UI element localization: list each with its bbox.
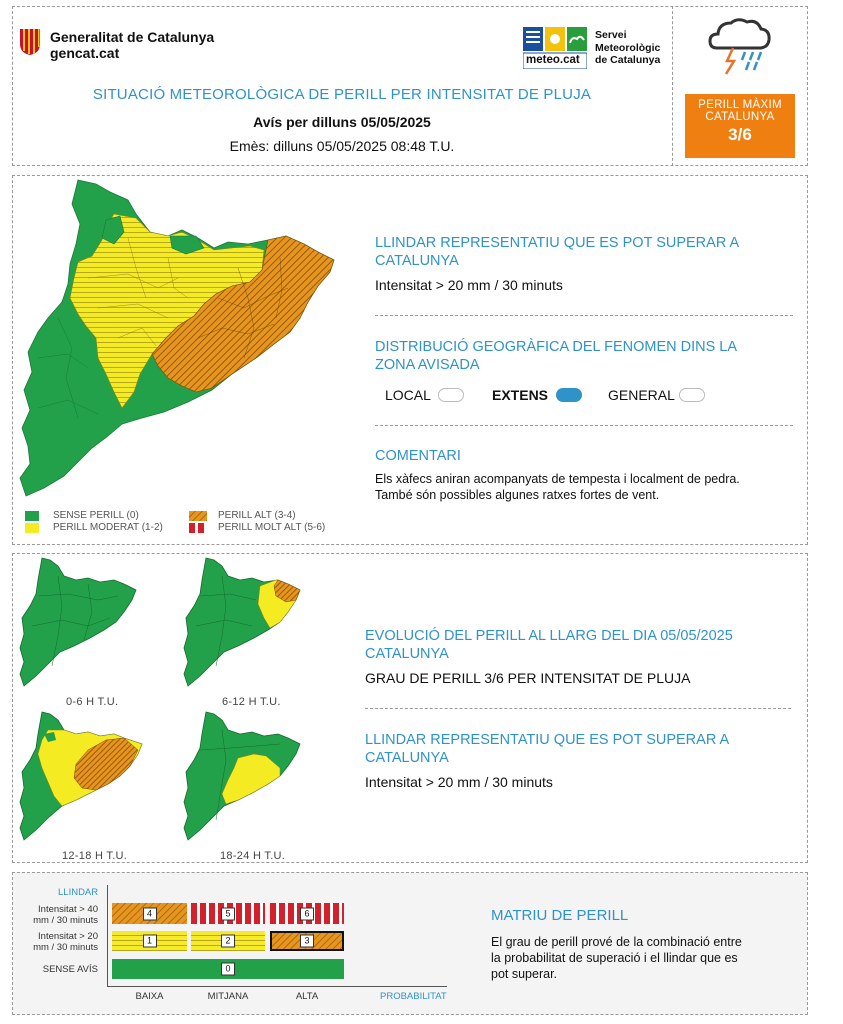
matrix-cell-1 [112,931,187,951]
map-label-12-18: 12-18 H T.U. [62,850,128,862]
legend-very-high-label: PERILL MOLT ALT (5-6) [218,522,326,533]
matrix-y-axis [107,885,108,987]
issued-text: Emès: dilluns 05/05/2025 08:48 T.U. [229,138,455,154]
matrix-cell-6-num: 6 [300,907,314,920]
matrix-col-high: ALTA [295,991,319,1002]
matrix-row-high-1: Intensitat > 40 [38,904,98,915]
map-label-0-6: 0-6 H T.U. [66,696,119,708]
dist-general-toggle[interactable] [679,388,705,402]
legend-none-swatch [25,511,39,521]
max-danger-label-2: CATALUNYA [705,111,775,123]
threshold-title: LLINDAR REPRESENTATIU QUE ES POT SUPERAR A CATALUNYA [375,235,739,269]
matrix-cell-2 [191,931,265,951]
map-0-6 [18,556,142,690]
evolution-threshold-title: LLINDAR REPRESENTATIU QUE ES POT SUPERAR A CATALUNYA [365,732,729,766]
evolution-value: GRAU DE PERILL 3/6 PER INTENSITAT DE PLUJA [365,670,691,686]
header-divider [672,6,673,166]
matrix-cell-4-num: 4 [143,907,157,920]
map-label-18-24: 18-24 H T.U. [220,850,286,862]
matrix-desc-2: la probabilitat de superació i el llindar que es [491,951,738,965]
legend-none-label: SENSE PERILL (0) [53,510,139,521]
comments-line-1: Els xàfecs aniran acompanyats de tempesta i localment de pedra. [375,472,740,486]
matrix-desc-3: pot superar. [491,967,558,981]
legend-moderate-label: PERILL MODERAT (1-2) [53,522,163,533]
map-12-18 [18,710,158,844]
max-danger-label-1: PERILL MÀXIM [698,99,782,111]
matrix-llindar-label: LLINDAR [58,887,99,898]
max-danger-badge [685,94,795,158]
map-label-6-12: 6-12 H T.U. [222,696,281,708]
matrix-col-low: BAIXA [135,991,164,1002]
comments-title: COMENTARI [375,448,461,464]
threshold-value: Intensitat > 20 mm / 30 minuts [375,277,563,293]
separator-3 [365,708,791,709]
matrix-cell-3-num: 3 [300,935,314,948]
matrix-desc-1: El grau de perill prové de la combinació entre [491,935,742,949]
matrix-probability-label: PROBABILITAT [380,991,447,1002]
matrix-row-high-2: mm / 30 minuts [33,915,98,926]
matrix-cell-3 [270,931,344,951]
matrix-col-mid: MITJANA [207,991,249,1002]
catalonia-danger-map [18,178,340,500]
legend-high-swatch [189,511,207,521]
page-subtitle: Avís per dilluns 05/05/2025 [253,114,431,130]
max-danger-value: 3/6 [728,125,752,144]
separator-1 [375,315,793,316]
matrix-cell-4 [112,903,187,924]
matrix-cell-2-num: 2 [221,935,235,948]
dist-extens-toggle[interactable] [556,388,582,402]
storm-rain-icon [707,14,773,76]
matrix-row-mid-2: mm / 30 minuts [33,942,98,953]
matrix-cell-1-num: 1 [143,935,157,948]
gencat-domain: gencat.cat [50,45,120,61]
map-18-24 [176,710,318,844]
dist-general-label: GENERAL [608,387,675,403]
legend-high-label: PERILL ALT (3-4) [218,510,296,521]
evolution-title: EVOLUCIÓ DEL PERILL AL LLARG DEL DIA 05/05/2025 CATALUNYA [365,628,733,662]
dist-extens-label: EXTENS [492,387,549,403]
distribution-title: DISTRIBUCIÓ GEOGRÀFICA DEL FENOMEN DINS LA ZONA AVISADA [375,339,737,373]
dist-local-label: LOCAL [385,387,431,403]
matrix-cell-0 [112,959,344,979]
matrix-row-mid-1: Intensitat > 20 [38,931,98,942]
matrix-row-none: SENSE AVÍS [42,964,98,975]
gencat-name: Generalitat de Catalunya [50,29,215,45]
evolution-threshold-value: Intensitat > 20 mm / 30 minuts [365,774,553,790]
legend-moderate-swatch [25,523,39,533]
comments-line-2: També són possibles algunes ratxes fortes de vent. [375,488,660,502]
matrix-cell-0-num: 0 [221,963,235,976]
meteo-cat-text: meteo.cat [526,54,580,66]
meteo-cat-logo [523,27,587,69]
matrix-title: MATRIU DE PERILL [491,907,629,924]
matrix-cell-6 [270,903,344,924]
gencat-logo [19,28,41,56]
smc-line1: Servei [595,29,627,41]
separator-2 [375,425,793,426]
page-title: SITUACIÓ METEOROLÒGICA DE PERILL PER INTENSITAT DE PLUJA [92,86,592,103]
dist-local-toggle[interactable] [438,388,464,402]
smc-line3: de Catalunya [595,54,661,66]
legend-very-high-swatch [189,523,207,533]
smc-line2: Meteorològic [595,42,661,54]
matrix-cell-5 [191,903,265,924]
matrix-cell-5-num: 5 [221,907,235,920]
matrix-x-axis [107,986,447,987]
map-6-12 [176,556,318,690]
